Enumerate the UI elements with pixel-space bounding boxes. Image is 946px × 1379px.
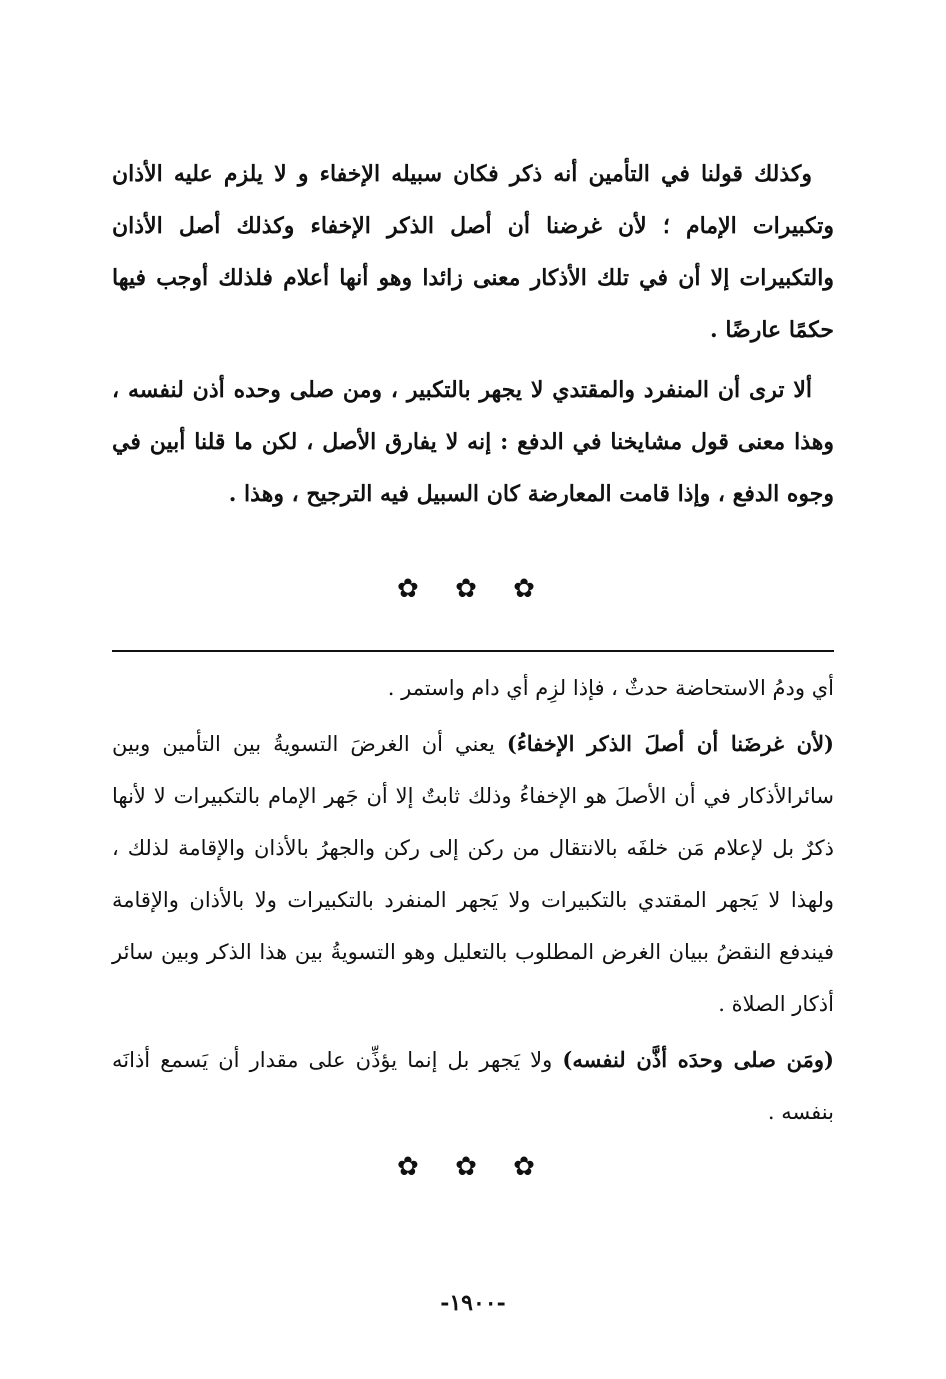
note-2-lemma: (لأن غرضَنا أن أصلَ الذكر الإخفاءُ) xyxy=(506,731,834,756)
note-3-text: ولا يَجهر بل إنما يؤذِّن على مقدار أن يَسمع أذانَه بنفسه . xyxy=(112,1048,834,1124)
note-1: أي ودمُ الاستحاضة حدثٌ ، فإذا لزِم أي دام واستمر . xyxy=(387,676,834,700)
main-text-block xyxy=(112,148,834,528)
ornament-divider-bottom: ✿ ✿ ✿ xyxy=(397,1152,549,1182)
footnote-separator-line xyxy=(112,650,834,652)
commentary-notes-block xyxy=(112,662,834,1142)
note-3 xyxy=(112,1034,834,1138)
note-2-text: يعني أن الغرضَ التسويةُ بين التأمين وبين سائرالأذكار في أن الأصلَ هو الإخفاءُ وذلك ثابتٌ إلا أن جَهر الإمام بالتكبيرات لا لأنها ذكرٌ بل لإعلام مَن خلفَه بالانتقال من ركن إلى ركن والجهرُ بالأذان والإقامة لذلك ، ولهذا لا يَجهر المقتدي بالتكبيرات ولا يَجهر المنفرد بالتكبيرات ولا بالأذان والإقامة فيندفع النقضُ ببيان الغرض المطلوب بالتعليل وهو التسويةُ بين هذا الذكر وبين سائر أذكار الصلاة . xyxy=(112,732,834,1016)
ornament-divider-top: ✿ ✿ ✿ xyxy=(397,574,549,604)
main-paragraph-2: ألا ترى أن المنفرد والمقتدي لا يجهر بالتكبير ، ومن صلى وحده أذن لنفسه ، وهذا معنى قول مشايخنا في الدفع : إنه لا يفارق الأصل ، لكن ما قلنا أبين في وجوه الدفع ، وإذا قامت المعارضة كان السبيل فيه الترجيح ، وهذا . xyxy=(112,377,834,507)
main-paragraph-1: وكذلك قولنا في التأمين أنه ذكر فكان سبيله الإخفاء و لا يلزم عليه الأذان وتكبيرات الإمام ؛ لأن غرضنا أن أصل الذكر الإخفاء وكذلك أصل الأذان والتكبيرات إلا أن في تلك الأذكار معنى زائدا وهو أنها أعلام فلذلك أوجب فيها حكمًا عارضًا . xyxy=(112,161,834,343)
note-2 xyxy=(112,718,834,1030)
page-number: -١٩٠٠- xyxy=(440,1290,506,1316)
note-3-lemma: (ومَن صلى وحدَه أذَّن لنفسه) xyxy=(562,1047,834,1072)
